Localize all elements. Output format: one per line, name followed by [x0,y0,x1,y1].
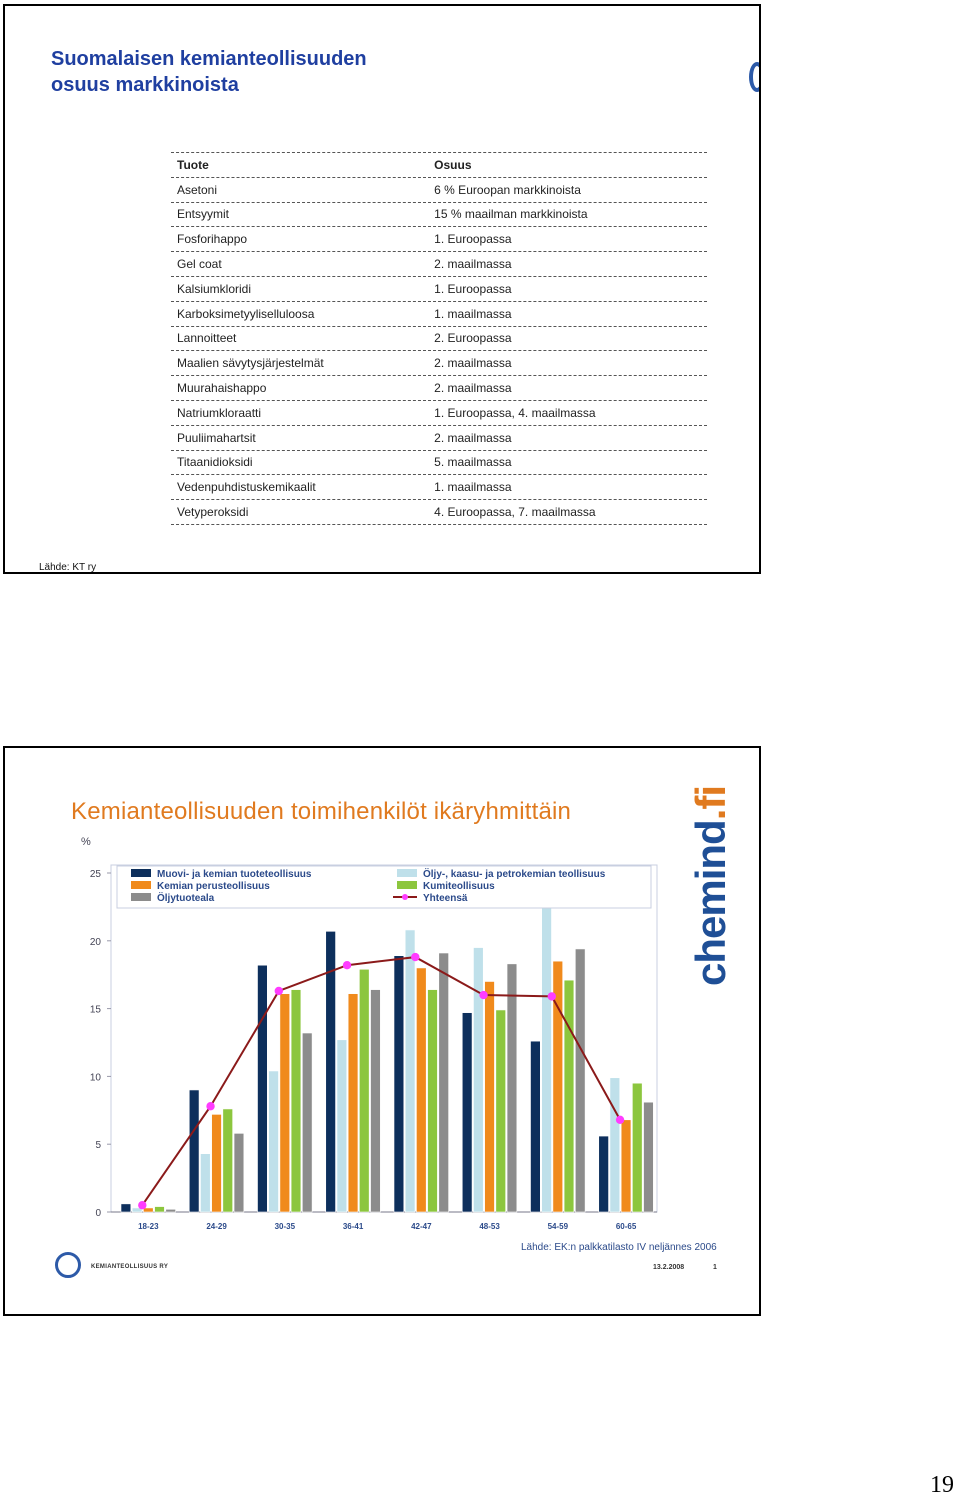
share-cell: 2. Euroopassa [428,326,707,351]
footer-logo-icon [55,1252,81,1278]
bar-4-5 [507,964,517,1212]
bar-4-4 [439,953,449,1212]
total-point-2 [275,987,283,995]
table-header-row [171,153,707,178]
bar-0-4 [394,956,404,1212]
chemind-logo [687,786,735,986]
bar-2-1 [212,1114,222,1212]
bar-3-3 [359,969,369,1212]
slide-title-line-2: osuus markkinoista [51,74,239,96]
legend-swatch-3 [397,881,417,889]
x-tick-label: 48-53 [479,1222,500,1231]
share-cell: 2. maailmassa [428,351,707,376]
bar-1-4 [405,930,415,1212]
product-cell: Vedenpuhdistuskemikaalit [171,475,426,500]
share-cell: 1. Euroopassa [428,227,707,252]
bar-3-2 [291,990,301,1212]
chart-title: Kemianteollisuuden toimihenkilöt ikäryhmittäin [71,798,572,825]
y-tick-label: 0 [95,1208,101,1219]
legend-label-3: Kumiteollisuus [423,881,495,892]
y-tick-label: 25 [89,869,101,880]
table-row [171,227,707,252]
bar-2-0 [143,1208,153,1212]
x-tick-label: 42-47 [411,1222,432,1231]
bar-1-7 [610,1078,620,1212]
bar-2-3 [348,994,358,1212]
table-row [171,475,707,500]
chart-source: Lähde: EK:n palkkatilasto IV neljännes 2006 [521,1242,717,1253]
y-tick-label: 15 [89,1004,101,1016]
y-tick-label: 5 [95,1140,101,1152]
page-number: 19 [930,1472,954,1498]
product-cell: Karboksimetyyliselluloosa [171,301,426,326]
product-cell: Vetyperoksidi [171,500,426,525]
product-cell: Titaanidioksidi [171,450,426,475]
share-cell: 4. Euroopassa, 7. maailmassa [428,500,707,525]
x-tick-label: 24-29 [206,1222,227,1231]
total-point-0 [138,1201,146,1209]
slide-market-share [3,4,761,574]
x-tick-label: 60-65 [615,1222,637,1231]
product-cell: Muurahaishappo [171,376,426,401]
share-cell: 1. Euroopassa [428,276,707,301]
slide-number: 1 [713,1264,717,1271]
product-cell: Puuliimahartsit [171,425,426,450]
footer-brand: KEMIANTEOLLISUUS RY [91,1264,169,1270]
bar-3-7 [632,1083,642,1212]
product-cell: Asetoni [171,177,426,202]
bar-3-1 [223,1109,233,1212]
bar-3-0 [155,1207,165,1212]
slide-date: 13.2.2008 [653,1264,685,1271]
bar-1-5 [473,948,483,1212]
column-header-share: Osuus [428,153,707,178]
bar-0-0 [121,1204,131,1212]
table-row [171,351,707,376]
table-row [171,252,707,277]
bar-4-0 [166,1209,176,1212]
share-cell: 2. maailmassa [428,252,707,277]
y-tick-label: 10 [89,1072,101,1084]
bar-2-4 [416,968,426,1212]
slide-title-line-1: Suomalaisen kemianteollisuuden [51,48,367,70]
y-axis-label: % [81,836,91,848]
product-cell: Kalsiumkloridi [171,276,426,301]
column-header-product: Tuote [171,153,426,178]
legend-label-2: Kemian perusteollisuus [157,881,270,892]
bar-0-7 [599,1136,609,1212]
product-cell: Gel coat [171,252,426,277]
bar-2-5 [485,981,495,1212]
total-point-3 [343,961,351,969]
product-cell: Entsyymit [171,202,426,227]
table-row [171,276,707,301]
legend-swatch-0 [131,869,151,877]
x-tick-label: 36-41 [342,1222,364,1231]
bar-2-7 [621,1120,631,1212]
table-row [171,376,707,401]
bar-1-1 [200,1154,210,1212]
bar-4-3 [371,990,381,1212]
x-tick-label: 18-23 [138,1222,159,1231]
market-share-table [171,152,707,525]
legend-swatch-4 [131,893,151,901]
legend-label-5: Yhteensä [423,893,468,904]
bar-0-1 [189,1090,199,1212]
table-row [171,177,707,202]
product-cell: Natriumkloraatti [171,400,426,425]
x-tick-label: 30-35 [274,1222,296,1231]
bar-0-6 [531,1041,541,1212]
legend-marker-5 [402,894,408,900]
share-cell: 15 % maailman markkinoista [428,202,707,227]
share-cell: 1. maailmassa [428,301,707,326]
table-row [171,202,707,227]
product-cell: Lannoitteet [171,326,426,351]
legend-label-4: Öljytuoteala [157,893,215,904]
legend-swatch-2 [131,881,151,889]
table-row [171,326,707,351]
bar-3-5 [496,1010,506,1212]
bar-0-5 [462,1013,472,1212]
share-cell: 2. maailmassa [428,425,707,450]
share-cell: 1. Euroopassa, 4. maailmassa [428,400,707,425]
table-row [171,301,707,326]
bar-1-2 [269,1071,279,1212]
share-cell: 5. maailmassa [428,450,707,475]
total-point-7 [616,1116,624,1124]
table-row [171,400,707,425]
x-tick-label: 54-59 [547,1222,569,1231]
bar-1-3 [337,1040,347,1212]
share-cell: 2. maailmassa [428,376,707,401]
logo-icon [749,62,761,92]
legend-label-0: Muovi- ja kemian tuoteteollisuus [157,869,312,880]
bar-3-6 [564,980,574,1212]
table-row [171,425,707,450]
bar-3-4 [428,990,438,1212]
bar-0-2 [258,965,268,1212]
total-point-5 [479,991,487,999]
bar-2-2 [280,994,290,1212]
y-tick-label: 20 [89,936,101,948]
product-cell: Fosforihappo [171,227,426,252]
total-point-1 [206,1102,214,1110]
bar-4-7 [644,1102,654,1212]
bar-1-6 [542,903,552,1212]
table-row [171,450,707,475]
legend-swatch-1 [397,869,417,877]
product-cell: Maalien sävytysjärjestelmät [171,351,426,376]
total-point-4 [411,953,419,961]
brand-name: chemind [687,820,734,986]
brand-suffix: .fi [687,785,734,821]
slide-age-groups [3,746,761,1316]
slide-title [51,46,471,98]
source-note: Lähde: KT ry [39,562,97,573]
bar-4-2 [302,1033,312,1212]
bar-4-1 [234,1133,244,1212]
table-row [171,500,707,525]
bar-4-6 [575,949,585,1212]
total-point-6 [548,992,556,1000]
share-cell: 1. maailmassa [428,475,707,500]
share-cell: 6 % Euroopan markkinoista [428,177,707,202]
legend-label-1: Öljy-, kaasu- ja petrokemian teollisuus [423,869,606,880]
age-group-chart [5,748,759,1314]
